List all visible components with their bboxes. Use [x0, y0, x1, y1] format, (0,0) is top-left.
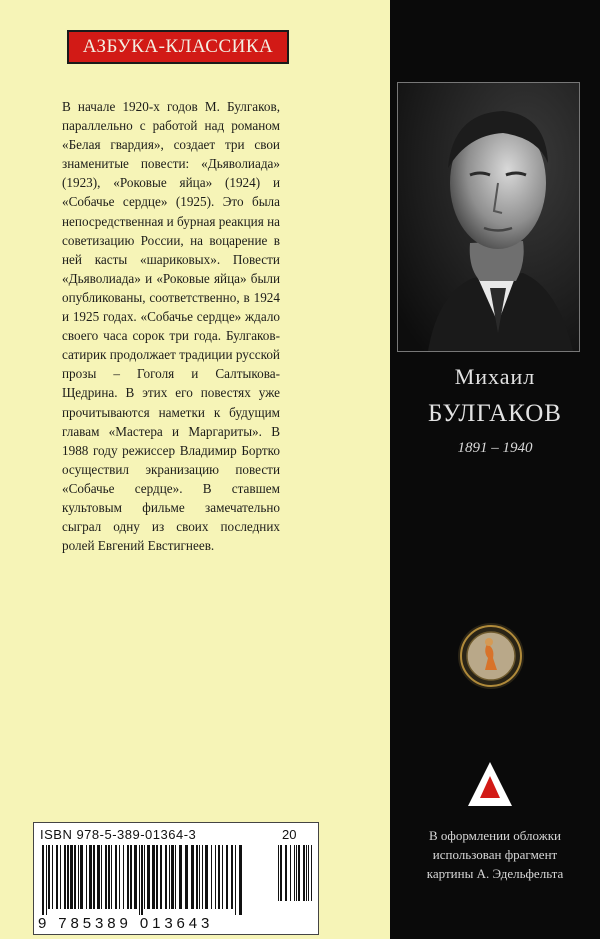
barcode-bar — [130, 845, 132, 909]
barcode-bar — [294, 845, 295, 901]
barcode-label — [33, 822, 319, 935]
barcode-bar — [89, 845, 92, 909]
series-label: АЗБУКА-КЛАССИКА — [67, 30, 289, 64]
barcode-bar — [115, 845, 117, 909]
barcode-bar — [123, 845, 124, 909]
barcode-bar — [290, 845, 291, 901]
barcode-bar — [97, 845, 100, 909]
barcode-bar — [175, 845, 176, 909]
barcode-bar — [119, 845, 120, 909]
barcode-bar — [296, 845, 297, 901]
barcode-bar — [191, 845, 194, 909]
cover-design-credit — [400, 826, 590, 883]
barcode-bar — [105, 845, 107, 909]
barcode-bar — [78, 845, 79, 909]
barcode-bar — [108, 845, 110, 909]
barcode-bar — [280, 845, 282, 901]
barcode-bar — [218, 845, 220, 909]
barcode-bar — [147, 845, 150, 909]
barcode-bar — [42, 845, 44, 915]
barcode-bar — [101, 845, 102, 909]
barcode-bar — [298, 845, 300, 901]
barcode-bar — [179, 845, 182, 909]
barcode-bar — [235, 845, 236, 915]
barcode-bar — [64, 845, 66, 909]
barcode-bar — [160, 845, 162, 909]
barcode-bar — [231, 845, 233, 909]
barcode-bar — [127, 845, 129, 909]
book-blurb: В начале 1920-х годов М. Булгаков, параллельно с работой над романом «Белая гвардия», создает три свои знаменитые повести: «Дьяволиада» (1923), «Роковые яйца» (1924) и «Собачье сердце» (1925). Это была непосредственная и бурная реакция на советизацию России, на воцарение в ней касты «шариковых». Повести «Дьяволиада» и «Роковые яйца» были опубликованы, соответственно, в 1924 и 1925 годах. «Собачье сердце» ждало своего часа сорок три года. Булгаков-сатирик продолжает традиции русской прозы – Гоголя и Салтыкова-Щедрина. В этих его повестях уже прочитываются наметки к будущим главам «Мастера и Маргариты». В 1988 году режиссер Владимир Бортко осуществил экранизацию повести «Собачье сердце». В ставшем культовым фильме замечательно сыграл одну из своих последних ролей Евгений Евстигнеев. — [62, 99, 280, 554]
publisher-logo-icon — [466, 760, 514, 808]
barcode-bar — [144, 845, 145, 909]
barcode-bar — [46, 845, 47, 915]
barcode-bar — [165, 845, 167, 909]
barcode-bar — [303, 845, 305, 901]
barcode-bar — [215, 845, 216, 909]
author-life-years: 1891 – 1940 — [457, 440, 533, 456]
barcode-bar — [67, 845, 69, 909]
barcode-bar — [311, 845, 312, 901]
author-last-name: БУЛГАКОВ — [428, 400, 562, 427]
barcode-bar — [169, 845, 170, 909]
medallion-icon — [457, 622, 525, 690]
barcode-bar — [308, 845, 309, 901]
barcode-bar — [70, 845, 73, 909]
credit-line: картины А. Эдельфельта — [426, 866, 564, 881]
credit-line: В оформлении обложки — [429, 828, 561, 843]
barcode-bar — [74, 845, 76, 909]
barcode-bar — [171, 845, 174, 909]
barcode-bar — [222, 845, 223, 909]
isbn-addon-number: 20 — [282, 827, 297, 842]
barcode-bar — [278, 845, 279, 901]
barcode-bar — [60, 845, 61, 909]
barcode-bar — [239, 845, 242, 915]
barcode-digits: 9 785389 013643 — [38, 915, 214, 932]
isbn-number: ISBN 978-5-389-01364-3 — [40, 827, 197, 842]
barcode-bar — [56, 845, 58, 909]
barcode-bar — [202, 845, 203, 909]
barcode-bar — [48, 845, 50, 909]
author-first-name: Михаил — [454, 364, 536, 389]
barcode-bar — [226, 845, 228, 909]
barcode-bar — [211, 845, 212, 909]
author-portrait — [397, 82, 580, 352]
barcode-icon — [40, 845, 314, 915]
barcode-bar — [196, 845, 198, 909]
barcode-bar — [80, 845, 83, 909]
barcode-bar — [205, 845, 208, 909]
barcode-bar — [306, 845, 307, 901]
barcode-bar — [139, 845, 140, 915]
barcode-bar — [285, 845, 287, 901]
barcode-bar — [199, 845, 200, 909]
barcode-bar — [141, 845, 143, 915]
barcode-bar — [152, 845, 155, 909]
barcode-bar — [86, 845, 87, 909]
barcode-bar — [134, 845, 137, 909]
barcode-bar — [156, 845, 158, 909]
credit-line: использован фрагмент — [432, 847, 558, 862]
barcode-bar — [111, 845, 112, 909]
barcode-bar — [52, 845, 53, 909]
barcode-bar — [185, 845, 188, 909]
barcode-bar — [93, 845, 95, 909]
